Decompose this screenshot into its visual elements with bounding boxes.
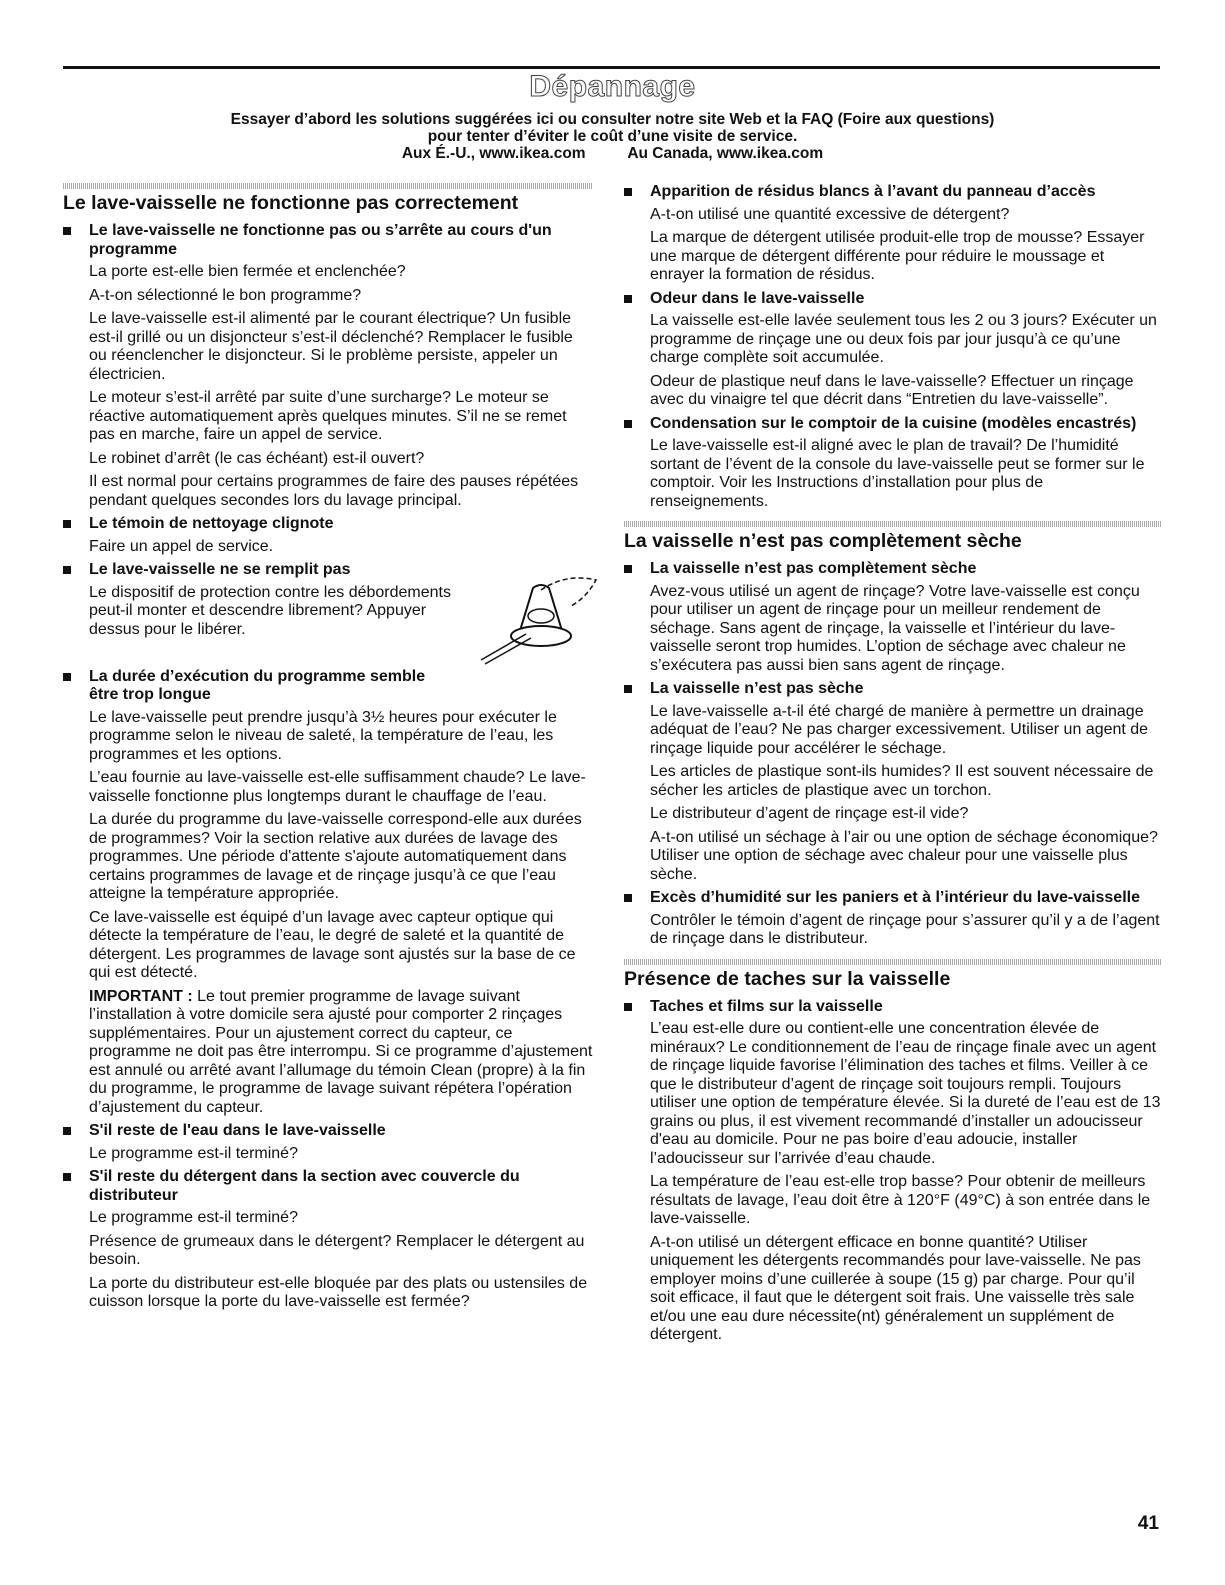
item-text: A-t-on utilisé une quantité excessive de détergent? bbox=[650, 205, 1010, 223]
page-number: 41 bbox=[1137, 1513, 1159, 1534]
item-text: Le programme est-il terminé? bbox=[89, 1144, 298, 1162]
important-text: Le tout premier programme de lavage suivant l’installation à votre domicile sera ajusté pour comporter 2 rinçages supplémentaires. Pour un ajustement correct du capteur, ce programme ne doit pas être interrompu. Si ce programme d’ajustement est annulé ou arrêté avant l’allumage du témoin Clean (propre) à la fin du programme, le programme de lavage suivant répétera l’opération d’ajustement du capteur. bbox=[89, 987, 593, 1116]
item-title: La vaisselle n’est pas complètement sèche bbox=[650, 560, 977, 577]
right-column bbox=[624, 183, 1162, 1350]
item-text: La porte est-elle bien fermée et enclenchée? bbox=[89, 263, 406, 280]
intro-line-2: pour tenter d’éviter le coût d’une visite de service. bbox=[427, 128, 798, 145]
list-item bbox=[624, 183, 1162, 285]
item-text: A-t-on sélectionné le bon programme? bbox=[89, 286, 362, 304]
bullet-icon bbox=[624, 894, 632, 902]
bullet-icon bbox=[624, 1003, 632, 1011]
list-item bbox=[624, 290, 1162, 410]
bullet-icon bbox=[63, 227, 71, 235]
top-rule bbox=[63, 66, 1160, 69]
list-item bbox=[624, 560, 1162, 675]
list-item bbox=[63, 1122, 593, 1163]
intro-line-1: Essayer d’abord les solutions suggérées ici ou consulter notre site Web et la FAQ (Foire aux questions) bbox=[230, 111, 995, 128]
item-text: Le lave-vaisselle peut prendre jusqu’à 3½ heures pour exécuter le programme selon le niveau de saleté, la température de l’eau, les programmes et les options. bbox=[89, 708, 557, 763]
list-item bbox=[624, 415, 1162, 512]
bullet-icon bbox=[63, 1127, 71, 1135]
left-column bbox=[63, 183, 593, 1317]
section-divider bbox=[63, 183, 593, 189]
item-text: Il est normal pour certains programmes de faire des pauses répétées pendant quelques secondes lors du lavage principal. bbox=[89, 473, 579, 509]
item-title: Le lave-vaisselle ne fonctionne pas ou s’arrête au cours d'un programme bbox=[89, 222, 552, 258]
bullet-icon bbox=[63, 520, 71, 528]
item-text: Le moteur s’est-il arrêté par suite d’une surcharge? Le moteur se réactive automatiquement après quelques minutes. S’il ne se remet pas en marche, faire un appel de service. bbox=[89, 389, 567, 443]
item-title: La durée d’exécution du programme semble être trop longue bbox=[89, 667, 426, 703]
list-item bbox=[63, 1168, 593, 1312]
section-divider bbox=[624, 959, 1162, 965]
list-item bbox=[63, 515, 593, 556]
list-item bbox=[63, 561, 593, 639]
item-title: La vaisselle n’est pas sèche bbox=[650, 680, 864, 697]
item-title: Condensation sur le comptoir de la cuisine (modèles encastrés) bbox=[650, 414, 1137, 432]
item-title: S'il reste du détergent dans la section avec couvercle du distributeur bbox=[89, 1168, 520, 1204]
list-item bbox=[624, 889, 1162, 949]
item-text: Les articles de plastique sont-ils humides? Il est souvent nécessaire de sécher les articles de plastique avec un torchon. bbox=[650, 763, 1154, 799]
item-text: Avez-vous utilisé un agent de rinçage? Votre lave-vaisselle est conçu pour utiliser un agent de rinçage pour un meilleur rendement de séchage. Sans agent de rinçage, la vaisselle et l’intérieur du lave-vaisselle seront trop humides. L’option de séchage avec chaleur ne s’exécutera pas aussi bien sans agent de rinçage. bbox=[650, 582, 1140, 674]
bullet-icon bbox=[624, 420, 632, 428]
section-title-not-operating: Le lave-vaisselle ne fonctionne pas correctement bbox=[63, 192, 519, 214]
bullet-icon bbox=[624, 685, 632, 693]
item-text: Odeur de plastique neuf dans le lave-vaisselle? Effectuer un rinçage avec du vinaigre tel que décrit dans “Entretien du lave-vaisselle”. bbox=[650, 372, 1134, 408]
section-divider bbox=[624, 521, 1162, 527]
item-text: Ce lave-vaisselle est équipé d’un lavage avec capteur optique qui détecte la température de l’eau, le degré de saleté et la quantité de détergent. Les programmes de lavage sont ajustés sur la base de ce qui est détecté. bbox=[89, 908, 576, 981]
section-title-not-dry: La vaisselle n’est pas complètement sèche bbox=[624, 530, 1022, 552]
item-text: Présence de grumeaux dans le détergent? Remplacer le détergent au besoin. bbox=[89, 1232, 585, 1268]
item-text: Le programme est-il terminé? bbox=[89, 1209, 298, 1226]
item-text bbox=[89, 988, 593, 1118]
item-text: Le robinet d’arrêt (le cas échéant) est-il ouvert? bbox=[89, 449, 425, 467]
item-text: Contrôler le témoin d’agent de rinçage pour s’assurer qu’il y a de l’agent de rinçage dans le distributeur. bbox=[650, 911, 1160, 947]
item-title: Taches et films sur la vaisselle bbox=[650, 997, 883, 1015]
item-text: L’eau est-elle dure ou contient-elle une concentration élevée de minéraux? Le conditionnement de l’eau de rinçage finale avec un agent de rinçage liquide favorise l’élimination des taches et films. Veiller à ce que le distributeur d’agent de rinçage soit toujours rempli. Toujours utiliser une option de température élevée. Si la dureté de l’eau est de 13 grains ou plus, il est vivement recommandé d’installer un adoucisseur d'eau au domicile. Pour ne pas boire d’eau adoucie, installer l’adoucisseur sur l’arrivée d’eau chaude. bbox=[650, 1020, 1161, 1167]
bullet-icon bbox=[624, 188, 632, 196]
item-text: La vaisselle est-elle lavée seulement tous les 2 ou 3 jours? Exécuter un programme de rinçage une ou deux fois par jour jusqu’à ce qu’une charge complète soit accumulée. bbox=[650, 312, 1157, 366]
bullet-icon bbox=[624, 295, 632, 303]
item-text: A-t-on utilisé un détergent efficace en bonne quantité? Utiliser uniquement les détergents recommandés pour lave-vaisselle. Ne pas employer moins d’une cuillerée à soupe (15 g) par charge. Pour qu’il soit efficace, il faut que le détergent soit frais. Une vaisselle très sale et/ou une eau dure nécessite(nt) généralement un supplément de détergent. bbox=[650, 1233, 1141, 1343]
list-item bbox=[624, 998, 1162, 1345]
item-title: Odeur dans le lave-vaisselle bbox=[650, 289, 865, 307]
item-title: Excès d’humidité sur les paniers et à l’intérieur du lave-vaisselle bbox=[650, 889, 1140, 906]
item-text: L’eau fournie au lave-vaisselle est-elle suffisamment chaude? Le lave-vaisselle fonctionne plus longtemps durant le chauffage de l’eau. bbox=[89, 769, 586, 805]
item-text: Le distributeur d’agent de rinçage est-il vide? bbox=[650, 805, 969, 822]
website-links bbox=[0, 145, 1225, 162]
important-label: IMPORTANT : bbox=[89, 987, 193, 1005]
list-item bbox=[63, 668, 593, 1118]
page-title: Dépannage bbox=[529, 70, 696, 103]
section-title-spots: Présence de taches sur la vaisselle bbox=[624, 967, 951, 990]
item-text: La marque de détergent utilisée produit-elle trop de mousse? Essayer une marque de détergent différente pour réduire le moussage et enrayer la formation de résidus. bbox=[650, 229, 1145, 283]
item-text: Le lave-vaisselle a-t-il été chargé de manière à permettre un drainage adéquat de l’eau? Ne pas charger excessivement. Utiliser un agent de rinçage liquide pour accélérer le séchage. bbox=[650, 702, 1149, 757]
link-us[interactable]: Aux É.-U., www.ikea.com bbox=[401, 145, 586, 162]
overfill-protector-illustration bbox=[471, 568, 611, 668]
item-text: Le lave-vaisselle est-il aligné avec le plan de travail? De l’humidité sortant de l’évent de la console du lave-vaisselle peut se former sur le comptoir. Voir les Instructions d’installation pour plus de renseignements. bbox=[650, 437, 1145, 510]
intro-block bbox=[0, 111, 1225, 162]
item-text: Faire un appel de service. bbox=[89, 537, 274, 555]
item-title: S'il reste de l'eau dans le lave-vaisselle bbox=[89, 1122, 386, 1139]
link-canada[interactable]: Au Canada, www.ikea.com bbox=[627, 145, 824, 162]
item-text: A-t-on utilisé un séchage à l’air ou une option de séchage économique? Utiliser une option de séchage avec chaleur pour une vaisselle plus sèche. bbox=[650, 828, 1158, 883]
item-title: Le lave-vaisselle ne se remplit pas bbox=[89, 561, 351, 578]
item-title: Le témoin de nettoyage clignote bbox=[89, 515, 334, 532]
item-text: Le dispositif de protection contre les débordements peut-il monter et descendre librement? Appuyer dessus pour le libérer. bbox=[89, 583, 451, 638]
bullet-icon bbox=[63, 566, 71, 574]
item-text: La durée du programme du lave-vaisselle correspond-elle aux durées de programmes? Voir la section relative aux durées de lavage des programmes. Une période d'attente s'ajoute automatiquement dans certains programmes de lavage et de rinçage jusqu’à ce que l’eau atteigne la température appropriée. bbox=[89, 811, 582, 902]
item-text: Le lave-vaisselle est-il alimenté par le courant électrique? Un fusible est-il grillé ou un disjoncteur s’est-il déclenché? Remplacer le fusible ou réenclencher le disjoncteur. Si le problème persiste, appeler un électricien. bbox=[89, 310, 573, 383]
item-title: Apparition de résidus blancs à l’avant du panneau d’accès bbox=[650, 183, 1096, 200]
item-text: La température de l’eau est-elle trop basse? Pour obtenir de meilleurs résultats de lavage, l’eau doit être à 120°F (49°C) à son entrée dans le lave-vaisselle. bbox=[650, 1173, 1151, 1227]
bullet-icon bbox=[63, 1173, 71, 1181]
list-item bbox=[624, 680, 1162, 884]
bullet-icon bbox=[624, 565, 632, 573]
bullet-icon bbox=[63, 673, 71, 681]
item-text: La porte du distributeur est-elle bloquée par des plats ou ustensiles de cuisson lorsque la porte du lave-vaisselle est fermée? bbox=[89, 1274, 588, 1310]
list-item bbox=[63, 222, 593, 510]
